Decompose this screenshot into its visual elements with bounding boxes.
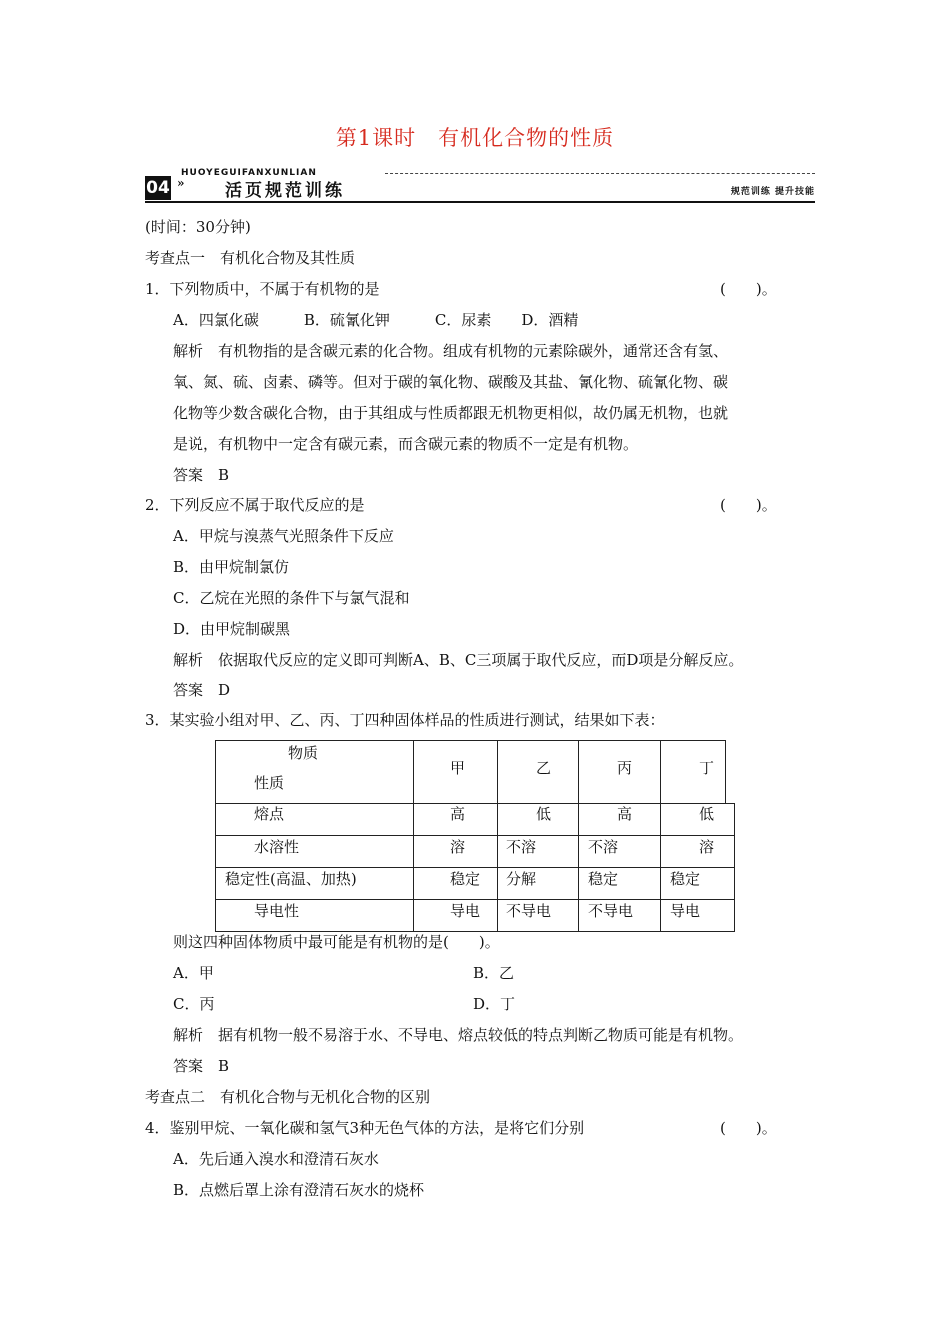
question-2-analysis: 解析 依据取代反应的定义即可判断A、B、C三项属于取代反应，而D项是分解反应。	[173, 651, 744, 669]
question-4-stem: 4．鉴别甲烷、一氧化碳和氢气3种无色气体的方法，是将它们分别	[145, 1119, 585, 1137]
cell-text: 不导电	[588, 902, 634, 920]
table-cell	[497, 803, 579, 836]
cell-text: 高	[617, 805, 633, 823]
question-1-stem: 1．下列物质中，不属于有机物的是	[145, 280, 380, 298]
table-cell	[660, 867, 735, 900]
question-2-blank: ( )。	[720, 496, 777, 514]
cell-text: 导电	[670, 902, 701, 920]
question-3-analysis: 解析 据有机物一般不易溶于水、不导电、熔点较低的特点判断乙物质可能是有机物。	[173, 1026, 744, 1044]
time-note: (时间：30分钟)	[145, 218, 251, 236]
question-3-option: D．丁	[473, 995, 516, 1013]
table-column-header	[578, 740, 661, 804]
table-cell	[413, 899, 498, 932]
table-cell	[497, 899, 579, 932]
chevron-icon: »	[177, 176, 185, 190]
cell-text: 稳定	[450, 870, 481, 888]
table-cell	[497, 867, 579, 900]
question-4-blank: ( )。	[720, 1119, 777, 1137]
table-cell	[497, 835, 579, 868]
cell-text: 导电	[450, 902, 481, 920]
question-1-analysis-line: 解析 有机物指的是含碳元素的化合物。组成有机物的元素除碳外，通常还含有氢、	[173, 342, 729, 360]
cell-text: 分解	[506, 870, 537, 888]
question-1-analysis-line: 氧、氮、硫、卤素、磷等。但对于碳的氧化物、碳酸及其盐、氰化物、硫氰化物、碳	[173, 373, 729, 391]
cell-text: 低	[699, 805, 715, 823]
question-1-analysis-line: 化物等少数含碳化合物，由于其组成与性质都跟无机物更相似，故仍属无机物，也就	[173, 404, 729, 422]
table-header-corner	[215, 740, 414, 804]
question-3-answer: 答案 B	[173, 1057, 230, 1075]
question-4-option: A．先后通入溴水和澄清石灰水	[173, 1150, 379, 1168]
table-cell	[578, 835, 661, 868]
table-cell	[413, 867, 498, 900]
question-1-answer: 答案 B	[173, 466, 230, 484]
banner-rule	[145, 201, 815, 203]
table-column-label: 乙	[536, 759, 552, 777]
cell-text: 溶	[699, 838, 715, 856]
table-row-label	[215, 899, 414, 932]
question-3-option: B．乙	[473, 964, 515, 982]
section-banner	[145, 168, 815, 204]
cell-text: 不溶	[588, 838, 619, 856]
table-row-label	[215, 803, 414, 836]
question-2-option: C．乙烷在光照的条件下与氯气混和	[173, 589, 410, 607]
row-label-text: 稳定性(高温、加热)	[225, 870, 357, 888]
cell-text: 稳定	[670, 870, 701, 888]
row-label-text: 导电性	[254, 902, 300, 920]
table-column-label: 甲	[450, 759, 466, 777]
question-1-options: A．四氯化碳 B．硫氰化钾 C．尿素 D．酒精	[173, 311, 579, 329]
table-cell	[578, 867, 661, 900]
section-heading-2: 考查点二 有机化合物与无机化合物的区别	[145, 1088, 431, 1106]
table-column-header	[497, 740, 579, 804]
table-cell	[578, 803, 661, 836]
cell-text: 稳定	[588, 870, 619, 888]
table-cell	[413, 803, 498, 836]
table-cell	[413, 835, 498, 868]
table-column-header	[413, 740, 498, 804]
banner-slogan: 规范训练 提升技能	[730, 187, 815, 197]
banner-pinyin: HUOYEGUIFANXUNLIAN	[181, 168, 317, 178]
row-label-text: 水溶性	[254, 838, 300, 856]
table-cell	[578, 899, 661, 932]
table-row-label	[215, 835, 414, 868]
table-header-bottom: 性质	[254, 774, 285, 792]
question-1-analysis-line: 是说，有机物中一定含有碳元素，而含碳元素的物质不一定是有机物。	[173, 435, 639, 453]
question-3-option: C．丙	[173, 995, 215, 1013]
cell-text: 不溶	[506, 838, 537, 856]
cell-text: 不导电	[506, 902, 552, 920]
question-3-question: 则这四种固体物质中最可能是有机物的是( )。	[173, 933, 500, 951]
table-column-label: 丁	[699, 759, 715, 777]
question-3-option: A．甲	[173, 964, 214, 982]
question-2-option: D．由甲烷制碳黑	[173, 620, 291, 638]
question-4-option: B．点燃后罩上涂有澄清石灰水的烧杯	[173, 1181, 425, 1199]
banner-title: 活页规范训练	[225, 181, 345, 201]
question-2-answer: 答案 D	[173, 681, 231, 699]
banner-number: 04	[146, 178, 170, 198]
question-2-stem: 2．下列反应不属于取代反应的是	[145, 496, 365, 514]
table-column-label: 丙	[617, 759, 633, 777]
page-title: 第1课时 有机化合物的性质	[335, 126, 615, 150]
banner-dashed-line	[385, 173, 815, 174]
table-column-header	[660, 740, 726, 804]
question-2-option: A．甲烷与溴蒸气光照条件下反应	[173, 527, 394, 545]
row-label-text: 熔点	[254, 805, 285, 823]
cell-text: 高	[450, 805, 466, 823]
table-cell	[660, 835, 735, 868]
section-heading-1: 考查点一 有机化合物及其性质	[145, 249, 356, 267]
question-2-option: B．由甲烷制氯仿	[173, 558, 290, 576]
table-row-label	[215, 867, 414, 900]
table-cell	[660, 803, 735, 836]
cell-text: 溶	[450, 838, 466, 856]
question-1-blank: ( )。	[720, 280, 777, 298]
cell-text: 低	[536, 805, 552, 823]
table-cell	[660, 899, 735, 932]
question-3-stem: 3．某实验小组对甲、乙、丙、丁四种固体样品的性质进行测试，结果如下表：	[145, 711, 665, 729]
table-header-top: 物质	[288, 744, 319, 762]
